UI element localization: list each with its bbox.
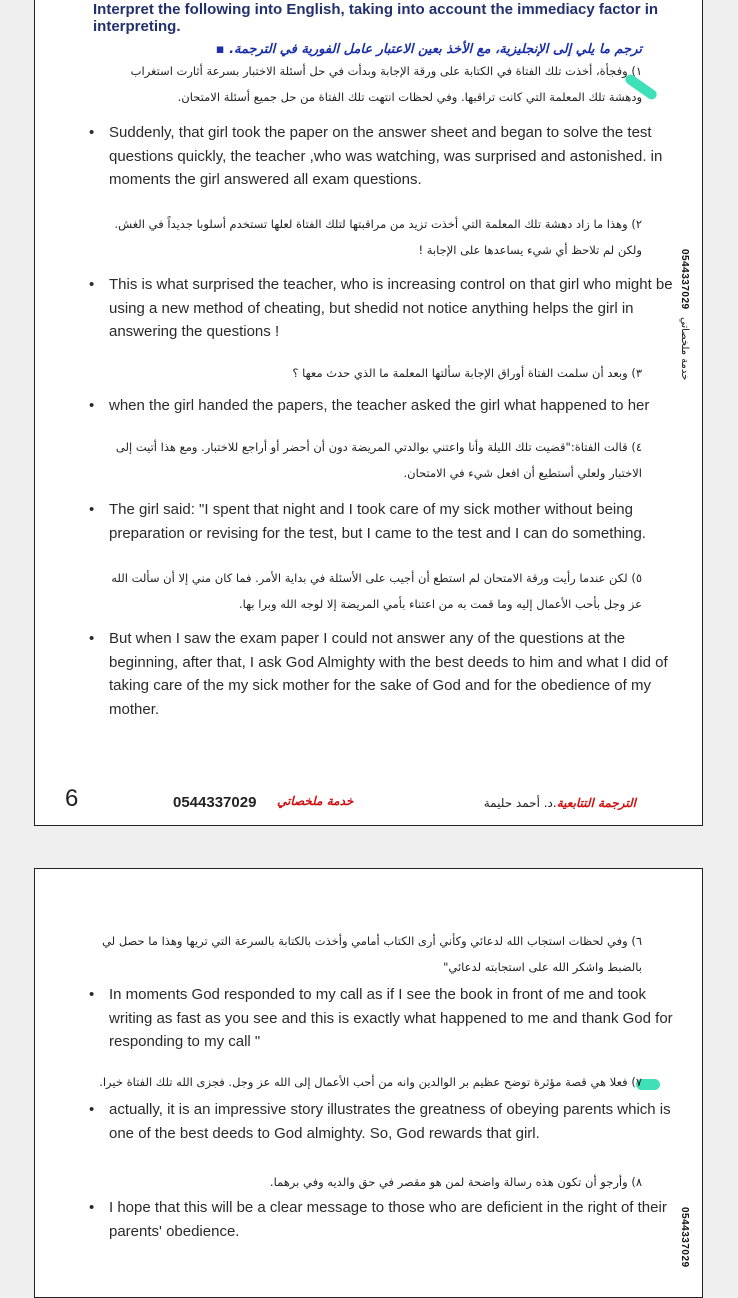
- english-translation-7: • actually, it is an impressive story illustrates the greatness of obeying parents which is one of the best deeds to God almighty. So, God rewards that girl.: [89, 1101, 671, 1142]
- english-translation-2: • This is what surprised the teacher, who is increasing control on that girl who might be using a new method of cheating, but shedid not notice anything helps the girl in answering the questions !: [89, 276, 673, 340]
- english-translation-5: • But when I saw the exam paper I could not answer any of the questions at the beginning, after that, I ask God Almighty with the best deeds to him and what I did of taking care of the my sick mother for the sake of God and for the obedience of my mother.: [89, 630, 668, 718]
- footer-credit: الترجمة التتابعية.د. أحمد حليمة: [483, 796, 636, 810]
- arabic-paragraph-4: ٤) قالت الفتاة:"قضيت تلك الليلة وأنا واعتني بوالدتي المريضة دون أن أحضر أو أراجع للاختبار. ومع هذا أتيت إلى الاختبار ولعلي أستطيع أن افعل شيء في الامتحان.: [115, 440, 642, 480]
- english-translation-1: • Suddenly, that girl took the paper on the answer sheet and began to solve the test questions quickly, the teacher ,who was watching, was surprised and astonished. in moments the girl answered all exam questions.: [89, 124, 663, 188]
- side-phone-2: 0544337029: [679, 1207, 690, 1268]
- arabic-paragraph-5: ٥) لكن عندما رأيت ورقة الامتحان لم استطع أن أجيب على الأسئلة في بداية الأمر. فما كان مني إلا أن سألت الله عز وجل بأحب الأعمال إليه وما قمت به من اعتناء بأمي المريضة إلا لوجه الله وبرا بها.: [111, 571, 642, 611]
- side-phone: 0544337029: [679, 249, 690, 310]
- arabic-paragraph-3: ٣) وبعد أن سلمت الفتاة أوراق الإجابة سألتها المعلمة ما الذي حدث معها ؟: [292, 366, 642, 380]
- instruction-en-line1: Interpret the following into English, taking into account the immediacy factor in: [93, 1, 659, 18]
- arabic-paragraph-2: ٢) وهذا ما زاد دهشة تلك المعلمة التي أخذت تزيد من مراقبتها لتلك الفتاة لعلها تستخدم أسلوبا جديداً في الغش. ولكن لم تلاحظ أي شيء يساعدها على الإجابة !: [114, 217, 642, 257]
- english-translation-4: • The girl said: "I spent that night and I took care of my sick mother without being preparation or revising for the test, but I came to the test and I can do something.: [89, 501, 646, 542]
- arabic-paragraph-1: ١) وفجأة، أخذت تلك الفتاة في الكتابة على ورقة الإجابة وبدأت في حل أسئلة الاختبار بسرعة أثارت استغراب ودهشة تلك المعلمة التي كانت تراقبها. وفي لحظات انتهت تلك الفتاة من حل جميع أسئلة الامتحان.: [130, 64, 642, 104]
- english-translation-6: • In moments God responded to my call as if I see the book in front of me and took writing as fast as you see and this is exactly what happened to me and thank God for responding to my call ": [89, 986, 673, 1050]
- page-2: [34, 868, 703, 1298]
- footer-service: خدمة ملخصاتي: [277, 794, 354, 808]
- instruction-ar: ترجم ما يلي إلى الإنجليزية، مع الأخذ بعين الاعتبار عامل الفورية في الترجمة. ▪: [215, 42, 642, 57]
- english-translation-3: • when the girl handed the papers, the teacher asked the girl what happened to her: [89, 397, 650, 414]
- arabic-paragraph-8: ٨) وأرجو أن تكون هذه رسالة واضحة لمن هو مقصر في حق والديه وفي برهما.: [269, 1175, 642, 1189]
- side-service: خدمة ملخصاتي: [679, 317, 690, 381]
- page-number: 6: [65, 785, 79, 812]
- english-translation-8: • I hope that this will be a clear message to those who are deficient in the right of their parents' obedience.: [89, 1199, 667, 1240]
- instruction-en-line2: interpreting.: [93, 18, 181, 35]
- footer-phone: 0544337029: [173, 794, 257, 811]
- arabic-paragraph-6: ٦) وفي لحظات استجاب الله لدعائي وكأني أرى الكتاب أمامي وأخذت بالكتابة بالسرعة التي تريها وهذا ما حصل لي بالضبط واشكر الله على استجابته لدعائي": [102, 934, 642, 974]
- arabic-paragraph-7: ٧) فعلا هي قصة مؤثرة توضح عظيم بر الوالدين وانه من أحب الأعمال إلى الله عز وجل. فجزى الله تلك الفتاة خيرا.: [99, 1075, 642, 1089]
- page-1: [34, 0, 703, 826]
